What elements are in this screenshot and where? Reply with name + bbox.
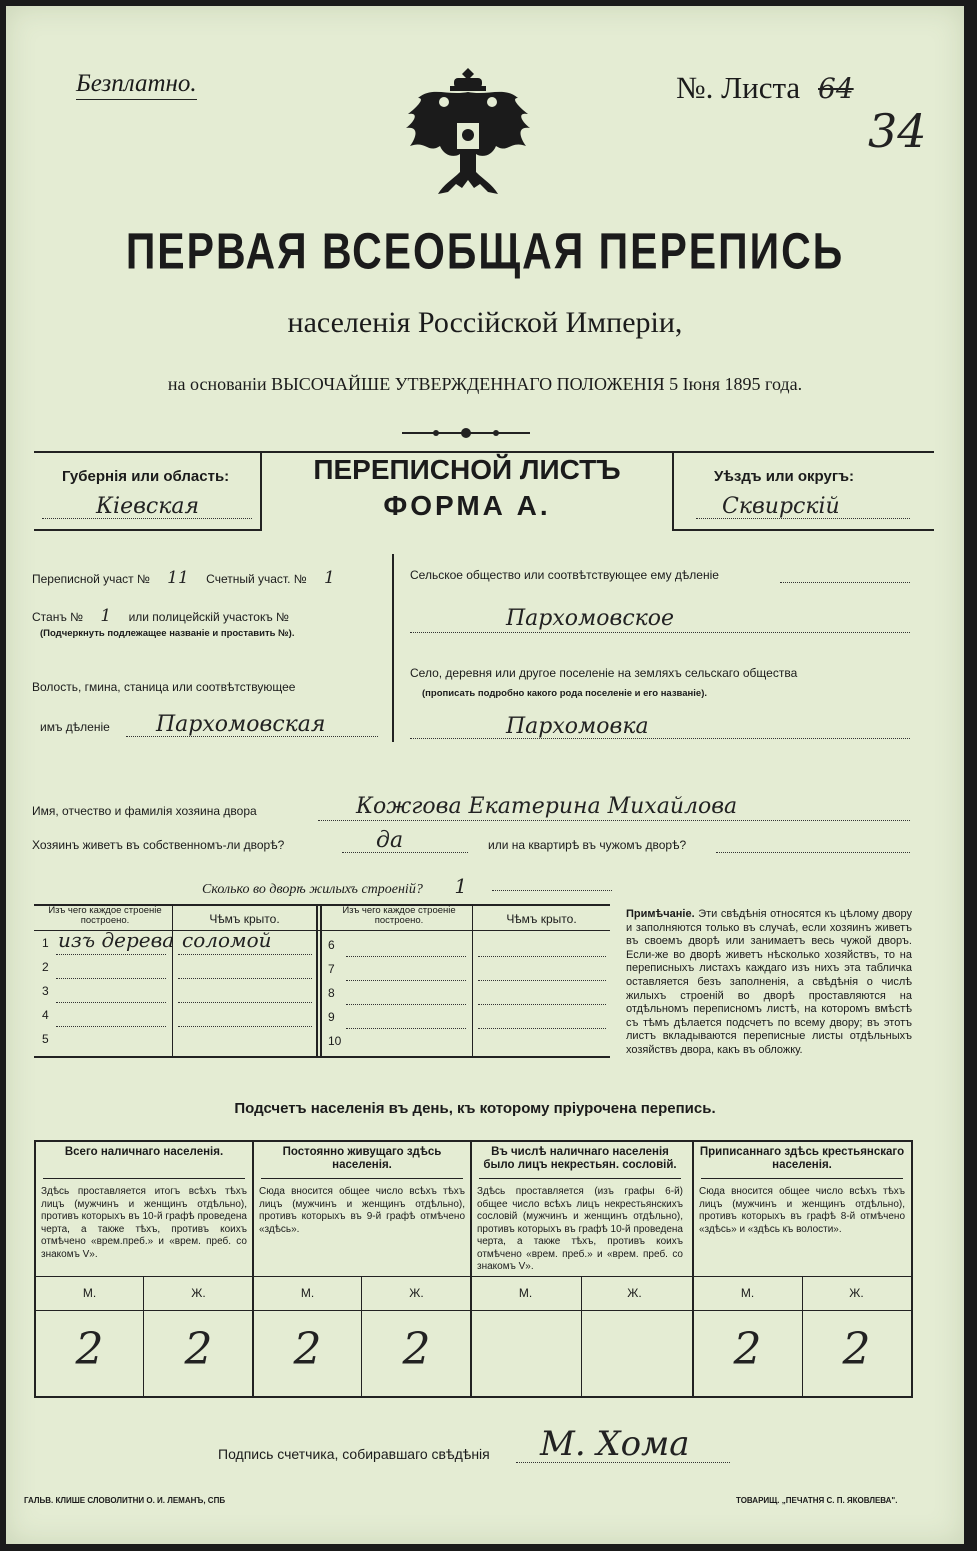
count-zh-label: Ж. — [627, 1286, 642, 1300]
row-line — [178, 1026, 312, 1027]
note-text: Эти свѣдѣнія относятся къ цѣлому двору и заполняются только въ случаѣ, если хозяинъ живетъ въ своемъ дворѣ или занимаетъ весь чужой дворъ. Если-же во дворѣ живетъ нѣсколько хозяйствъ, то на переписныхъ листахъ каждаго изъ нихъ эта табличка оставляется безъ заполненія, а свѣдѣнія о числѣ жилыхъ строеній во дворѣ проставляются на отдѣльномъ переписномъ листѣ, на которомъ вмѣстѣ съ тѣмъ дѣлается подсчетъ по всему двору; въ этотъ листъ вкладываются переписные листы отдѣльныхъ хозяйствъ двора, какъ въ обложку. — [626, 908, 912, 1056]
village-label: Село, деревня или другое поселеніе на земляхъ сельскаго общества — [410, 666, 798, 680]
police-note: (Подчеркнуть подлежащее названіе и проставить №). — [40, 628, 295, 639]
count-col-head: Постоянно живущаго здѣсь населенія. — [282, 1146, 442, 1171]
uezd-value: Сквирскій — [722, 494, 840, 519]
buildings-count-label: Сколько во дворѣ жилыхъ строеній? — [202, 882, 423, 897]
gubernia-value: Кіевская — [96, 494, 200, 519]
sheet-number-struck: 64 — [818, 72, 854, 105]
owner-name-value: Кожгова Екатерина Михайлова — [356, 794, 738, 819]
counter-signature: М. Хома — [540, 1424, 690, 1464]
count-title: Подсчетъ населенія въ день, къ которому пріурочена перепись. — [234, 1100, 716, 1117]
sheet-number-label: №. Листа — [676, 70, 801, 105]
row-line — [346, 956, 466, 957]
row-line — [346, 980, 466, 981]
signature-label: Подпись счетчика, собиравшаго свѣдѣнія — [218, 1446, 490, 1462]
count-zh-label: Ж. — [409, 1286, 424, 1300]
note-label: Примѣчаніе. — [626, 908, 695, 920]
row-line — [178, 1002, 312, 1003]
main-title: ПЕРВАЯ ВСЕОБЩАЯ ПЕРЕПИСЬ — [125, 222, 845, 280]
row-line — [178, 954, 312, 955]
form-subtitle: ФОРМА А. — [383, 490, 551, 521]
row-line — [56, 1026, 166, 1027]
count-col-desc: Здѣсь проставляется (изъ графы 6-й) общее число всѣхъ лицъ некрестьянскихъ сословій (мужчинъ и женщинъ отдѣльно), противъ которыхъ въ графѣ 10-й проведена черта, а также тѣхъ, противъ коихъ отмѣчено «врем. преб.» и «врем. преб. со знакомъ V». — [477, 1186, 683, 1272]
count-head-rule — [701, 1178, 903, 1179]
stan-label: Станъ № — [32, 610, 84, 624]
volost-label-2: имъ дѣленіе — [40, 720, 110, 734]
building-row-number: 10 — [328, 1034, 342, 1048]
count-m-label: М. — [300, 1286, 315, 1300]
count-m-label: М. — [740, 1286, 755, 1300]
building-row-number: 7 — [328, 962, 335, 976]
row-line — [478, 956, 606, 957]
building-row-number: 5 — [42, 1032, 49, 1046]
count-m-value: 2 — [75, 1324, 104, 1375]
footer-left: ГАЛЬВ. КЛИШЕ СЛОВОЛИТНИ О. И. ЛЕМАНЪ, СПБ — [24, 1496, 226, 1505]
footer-right: ТОВАРИЩ. „ПЕЧАТНЯ С. П. ЯКОВЛЕВА". — [736, 1496, 898, 1505]
count-head-rule — [479, 1178, 681, 1179]
census-district-label: Переписной участ № — [32, 572, 150, 586]
building-roof: соломой — [182, 928, 272, 952]
count-col-desc: Сюда вносится общее число всѣхъ тѣхъ лицъ (мужчинъ и женщинъ отдѣльно), противъ которыхъ въ графѣ 8-й отмѣчено «здѣсь» и «здѣсь къ волости». — [699, 1186, 905, 1235]
building-row-number: 1 — [42, 936, 49, 950]
volost-value: Пархомовская — [156, 712, 326, 737]
apartment-label: или на квартирѣ въ чужомъ дворѣ? — [488, 838, 687, 852]
stan-value: 1 — [100, 606, 112, 626]
uezd-label: Уѣздъ или округъ: — [714, 468, 855, 485]
building-row-number: 4 — [42, 1008, 49, 1022]
village-note: (прописать подробно какого рода поселеніе и его названіе). — [422, 688, 708, 699]
row-line — [178, 978, 312, 979]
count-col-head: Въ числѣ наличнаго населенія было лицъ некрестьян. сословій. — [483, 1146, 677, 1171]
col-material-right: Изъ чего каждое строеніе построено. — [342, 905, 456, 926]
row-line — [346, 1004, 466, 1005]
gubernia-label: Губернія или область: — [62, 468, 230, 485]
count-zh-value: 2 — [402, 1324, 431, 1375]
count-m-label: М. — [82, 1286, 97, 1300]
village-value: Пархомовка — [506, 714, 649, 739]
building-row-number: 3 — [42, 984, 49, 998]
form-title: ПЕРЕПИСНОЙ ЛИСТЪ — [313, 454, 621, 485]
count-m-value: 2 — [733, 1324, 762, 1375]
buildings-count-value: 1 — [454, 874, 468, 898]
col-roof-right: Чѣмъ крыто. — [506, 912, 577, 926]
row-line — [478, 980, 606, 981]
row-line — [56, 978, 166, 979]
police-district-label: или полицейскій участокъ № — [128, 610, 289, 624]
col-material-left: Изъ чего каждое строеніе построено. — [48, 905, 162, 926]
counting-district-value: 1 — [323, 568, 335, 588]
count-col-desc: Сюда вносится общее число всѣхъ тѣхъ лицъ (мужчинъ и женщинъ отдѣльно), противъ которыхъ въ 9-й графѣ отмѣчено «здѣсь». — [259, 1186, 465, 1235]
free-label: Безплатно. — [76, 70, 197, 100]
count-col-head: Всего наличнаго населенія. — [64, 1146, 224, 1158]
count-head-rule — [261, 1178, 463, 1179]
count-zh-value: 2 — [184, 1324, 213, 1375]
building-row-number: 8 — [328, 986, 335, 1000]
row-line — [56, 954, 166, 955]
volost-label: Волость, гмина, станица или соотвѣтствующее — [32, 680, 296, 694]
row-line — [478, 1028, 606, 1029]
count-zh-label: Ж. — [849, 1286, 864, 1300]
count-col-desc: Здѣсь проставляется итогъ всѣхъ тѣхъ лицъ (мужчинъ и женщинъ отдѣльно), противъ которыхъ въ 10-й графѣ проведена черта, а также тѣхъ, противъ коихъ отмѣчено «врем.преб.» и «врем. преб. со знакомъ V». — [41, 1186, 247, 1260]
society-label: Сельское общество или соотвѣтствующее ему дѣленіе — [410, 568, 719, 582]
sheet-number-handwritten: 34 — [868, 104, 927, 158]
row-line — [346, 1028, 466, 1029]
society-value: Пархомовское — [506, 606, 675, 631]
row-line — [56, 1002, 166, 1003]
note-block — [626, 908, 912, 1058]
building-row-number: 9 — [328, 1010, 335, 1024]
owner-name-label: Имя, отчество и фамилія хозяина двора — [32, 804, 257, 818]
count-head-rule — [43, 1178, 245, 1179]
count-col-head: Приписаннаго здѣсь крестьянскаго населенія. — [699, 1146, 905, 1171]
building-material: изъ дерева — [58, 928, 175, 952]
basis-line: на основаніи ВЫСОЧАЙШЕ УТВЕРЖДЕННАГО ПОЛОЖЕНІЯ 5 Іюня 1895 года. — [167, 374, 803, 394]
owner-lives-value: да — [376, 828, 404, 853]
owner-lives-label: Хозяинъ живетъ въ собственномъ-ли дворѣ? — [32, 838, 285, 852]
census-district-value: 11 — [167, 568, 189, 588]
building-row-number: 6 — [328, 938, 335, 952]
subtitle: населенія Россійской Имперіи, — [287, 306, 683, 339]
count-m-value: 2 — [293, 1324, 322, 1375]
count-zh-label: Ж. — [191, 1286, 206, 1300]
counting-district-label: Счетный участ. № — [206, 572, 307, 586]
count-m-label: М. — [518, 1286, 533, 1300]
col-roof-left: Чѣмъ крыто. — [209, 912, 280, 926]
count-zh-value: 2 — [842, 1324, 871, 1375]
row-line — [478, 1004, 606, 1005]
imperial-eagle-icon — [398, 62, 538, 202]
building-row-number: 2 — [42, 960, 49, 974]
ornament-divider-icon — [396, 426, 536, 440]
census-sheet — [6, 6, 964, 1544]
